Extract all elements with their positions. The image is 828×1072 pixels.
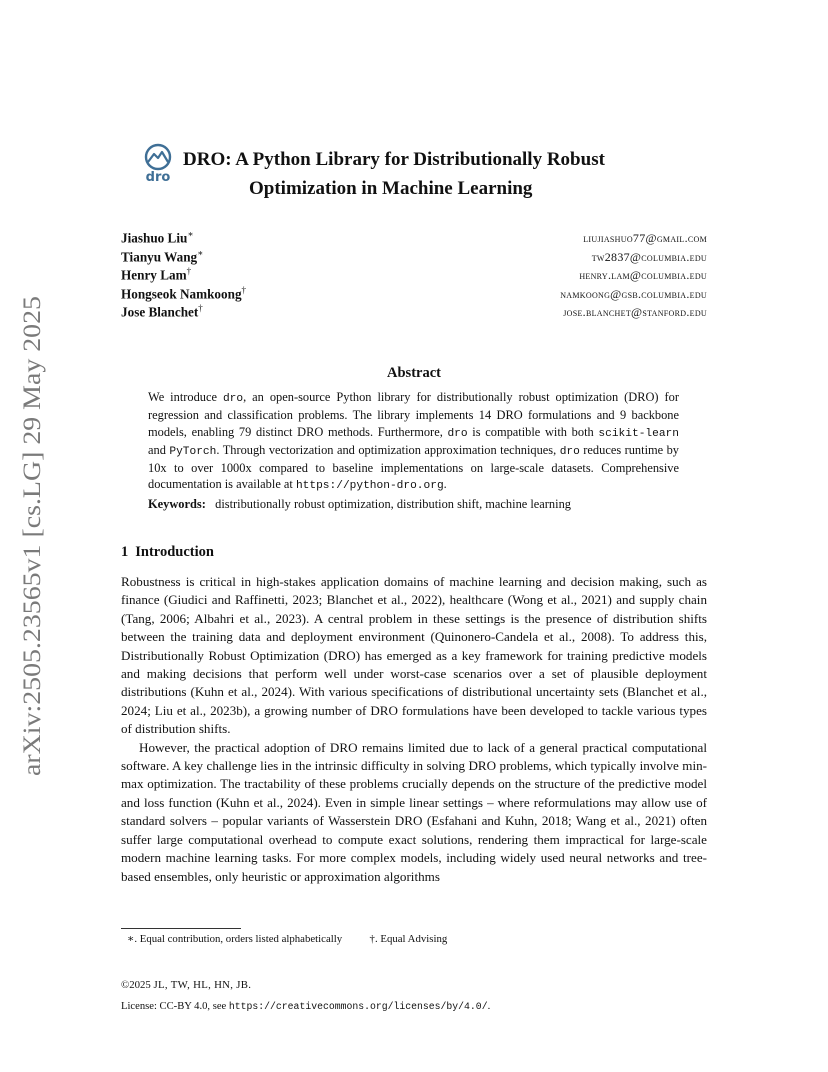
author-name: Jiashuo Liu∗ bbox=[121, 229, 194, 246]
code-scikit-learn: scikit-learn bbox=[598, 427, 679, 440]
author-email[interactable]: tw2837@columbia.edu bbox=[591, 249, 707, 264]
author-name: Jose Blanchet† bbox=[121, 303, 203, 320]
footnote-text: Equal contribution, orders listed alphabetically bbox=[139, 933, 343, 945]
section-number: 1 bbox=[121, 544, 129, 560]
license bbox=[121, 1001, 490, 1012]
code-dro: dro bbox=[447, 427, 468, 440]
author-email[interactable]: namkoong@gsb.columbia.edu bbox=[560, 286, 707, 301]
section-title: Introduction bbox=[135, 544, 214, 560]
copyright-text: JL, TW, HL, HN, JB. bbox=[153, 979, 252, 991]
license-suffix: . bbox=[487, 1001, 491, 1012]
abstract-body: We introduce dro, an open-source Python library for distributionally robust optimization (DRO) for regression and classification problems. The library implements 14 DRO formulations and 9 backbone models, enabling 79 distinct DRO methods. Furthermore, dro is compatible with both scikit-learn and PyTorch. Through vectorization and optimization approximation techniques, dro reduces runtime by 10x to over 1000x compared to baseline implementations on large-scale datasets. Comprehensive documentation is available at https://python-dro.org. Keywords: distributionally robust optimization, distribution shift, machine learning bbox=[148, 390, 679, 511]
dro-logo bbox=[141, 143, 175, 183]
body-text bbox=[121, 573, 707, 886]
author-name: Henry Lam† bbox=[121, 266, 192, 283]
paragraph: However, the practical adoption of DRO remains limited due to lack of a general practical computational software. A key challenge lies in the intrinsic difficulty in solving DRO problems, which typically involve min-max optimization. The tractability of these problems crucially depends on the structure of the predictive model and loss function (Kuhn et al., 2024). Even in simple linear settings – where reformulations may allow use of standard solvers – popular variants of Wasserstein DRO (Esfahani and Kuhn, 2018; Wang et al., 2021) often suffer large computational overhead to compute exact solutions, rendering them impractical for large-scale modern machine learning tasks. For more complex models, including widely used neural networks and tree-based ensembles, only heuristic or approximation algorithms bbox=[121, 739, 707, 884]
code-pytorch: PyTorch bbox=[169, 445, 217, 458]
footnote-mark: †. bbox=[369, 933, 378, 945]
author-email[interactable]: henry.lam@columbia.edu bbox=[579, 268, 707, 283]
keywords-text: distributionally robust optimization, distribution shift, machine learning bbox=[215, 496, 571, 511]
author-email[interactable]: jose.blanchet@stanford.edu bbox=[563, 305, 707, 320]
author-mark: † bbox=[186, 266, 192, 276]
author-mark: † bbox=[241, 284, 247, 295]
footnote-rule bbox=[121, 928, 241, 929]
copyright bbox=[121, 979, 251, 991]
author-row bbox=[121, 266, 707, 285]
code-dro: dro bbox=[559, 445, 580, 458]
section-heading bbox=[121, 544, 214, 561]
footnote-mark: ∗. bbox=[127, 933, 138, 945]
title-line-1: DRO: A Python Library for Distributionally Robust bbox=[183, 149, 605, 170]
author-block bbox=[121, 229, 707, 322]
arxiv-stamp-text: arXiv:2505.23565v1 [cs.LG] 29 May 2025 bbox=[19, 345, 46, 776]
dro-logo-icon bbox=[141, 143, 175, 183]
footnote bbox=[121, 932, 447, 945]
author-row bbox=[121, 229, 707, 248]
author-name: Tianyu Wang∗ bbox=[121, 247, 204, 264]
license-prefix: License: CC-BY 4.0, see bbox=[121, 1001, 229, 1012]
logo-text: dro bbox=[145, 170, 171, 183]
author-mark: † bbox=[198, 303, 203, 313]
title-line-2: Optimization in Machine Learning bbox=[249, 178, 533, 199]
keywords-line bbox=[148, 496, 679, 512]
keywords-label: Keywords: bbox=[148, 496, 206, 511]
license-link[interactable]: https://creativecommons.org/licenses/by/4.0/ bbox=[228, 1001, 488, 1012]
paper-title bbox=[183, 145, 723, 203]
author-row bbox=[121, 303, 707, 322]
author-mark: ∗ bbox=[187, 229, 194, 239]
footnote-text: Equal Advising bbox=[380, 933, 448, 945]
docs-link[interactable]: https://python-dro.org bbox=[295, 480, 444, 493]
author-name: Hongseok Namkoong† bbox=[121, 284, 247, 301]
copyright-symbol: ©2025 bbox=[121, 979, 151, 991]
author-email[interactable]: liujiashuo77@gmail.com bbox=[583, 231, 707, 246]
abstract-heading: Abstract bbox=[387, 365, 441, 381]
author-mark: ∗ bbox=[197, 247, 204, 258]
author-row bbox=[121, 285, 707, 304]
code-dro: dro bbox=[222, 393, 244, 405]
paragraph: Robustness is critical in high-stakes application domains of machine learning and decision making, such as finance (Giudici and Raffinetti, 2023; Blanchet et al., 2022), healthcare (Wong et al., 2021) and supply chain (Tang, 2006; Albahri et al., 2023). A central problem in these settings is the presence of distribution shifts between the training data and deployment environment (Quinonero-Candela et al., 2008). To address this, Distributionally Robust Optimization (DRO) has emerged as a key framework for training predictive models and making decisions that perform well under worst-case scenarios over a set of plausible deployment distributions (Kuhn et al., 2024). With various specifications of distributional uncertainty sets (Blanchet et al., 2024; Liu et al., 2023b), a growing number of DRO formulations have been developed to tackle various types of distribution shifts. bbox=[121, 574, 707, 737]
author-row bbox=[121, 248, 707, 267]
